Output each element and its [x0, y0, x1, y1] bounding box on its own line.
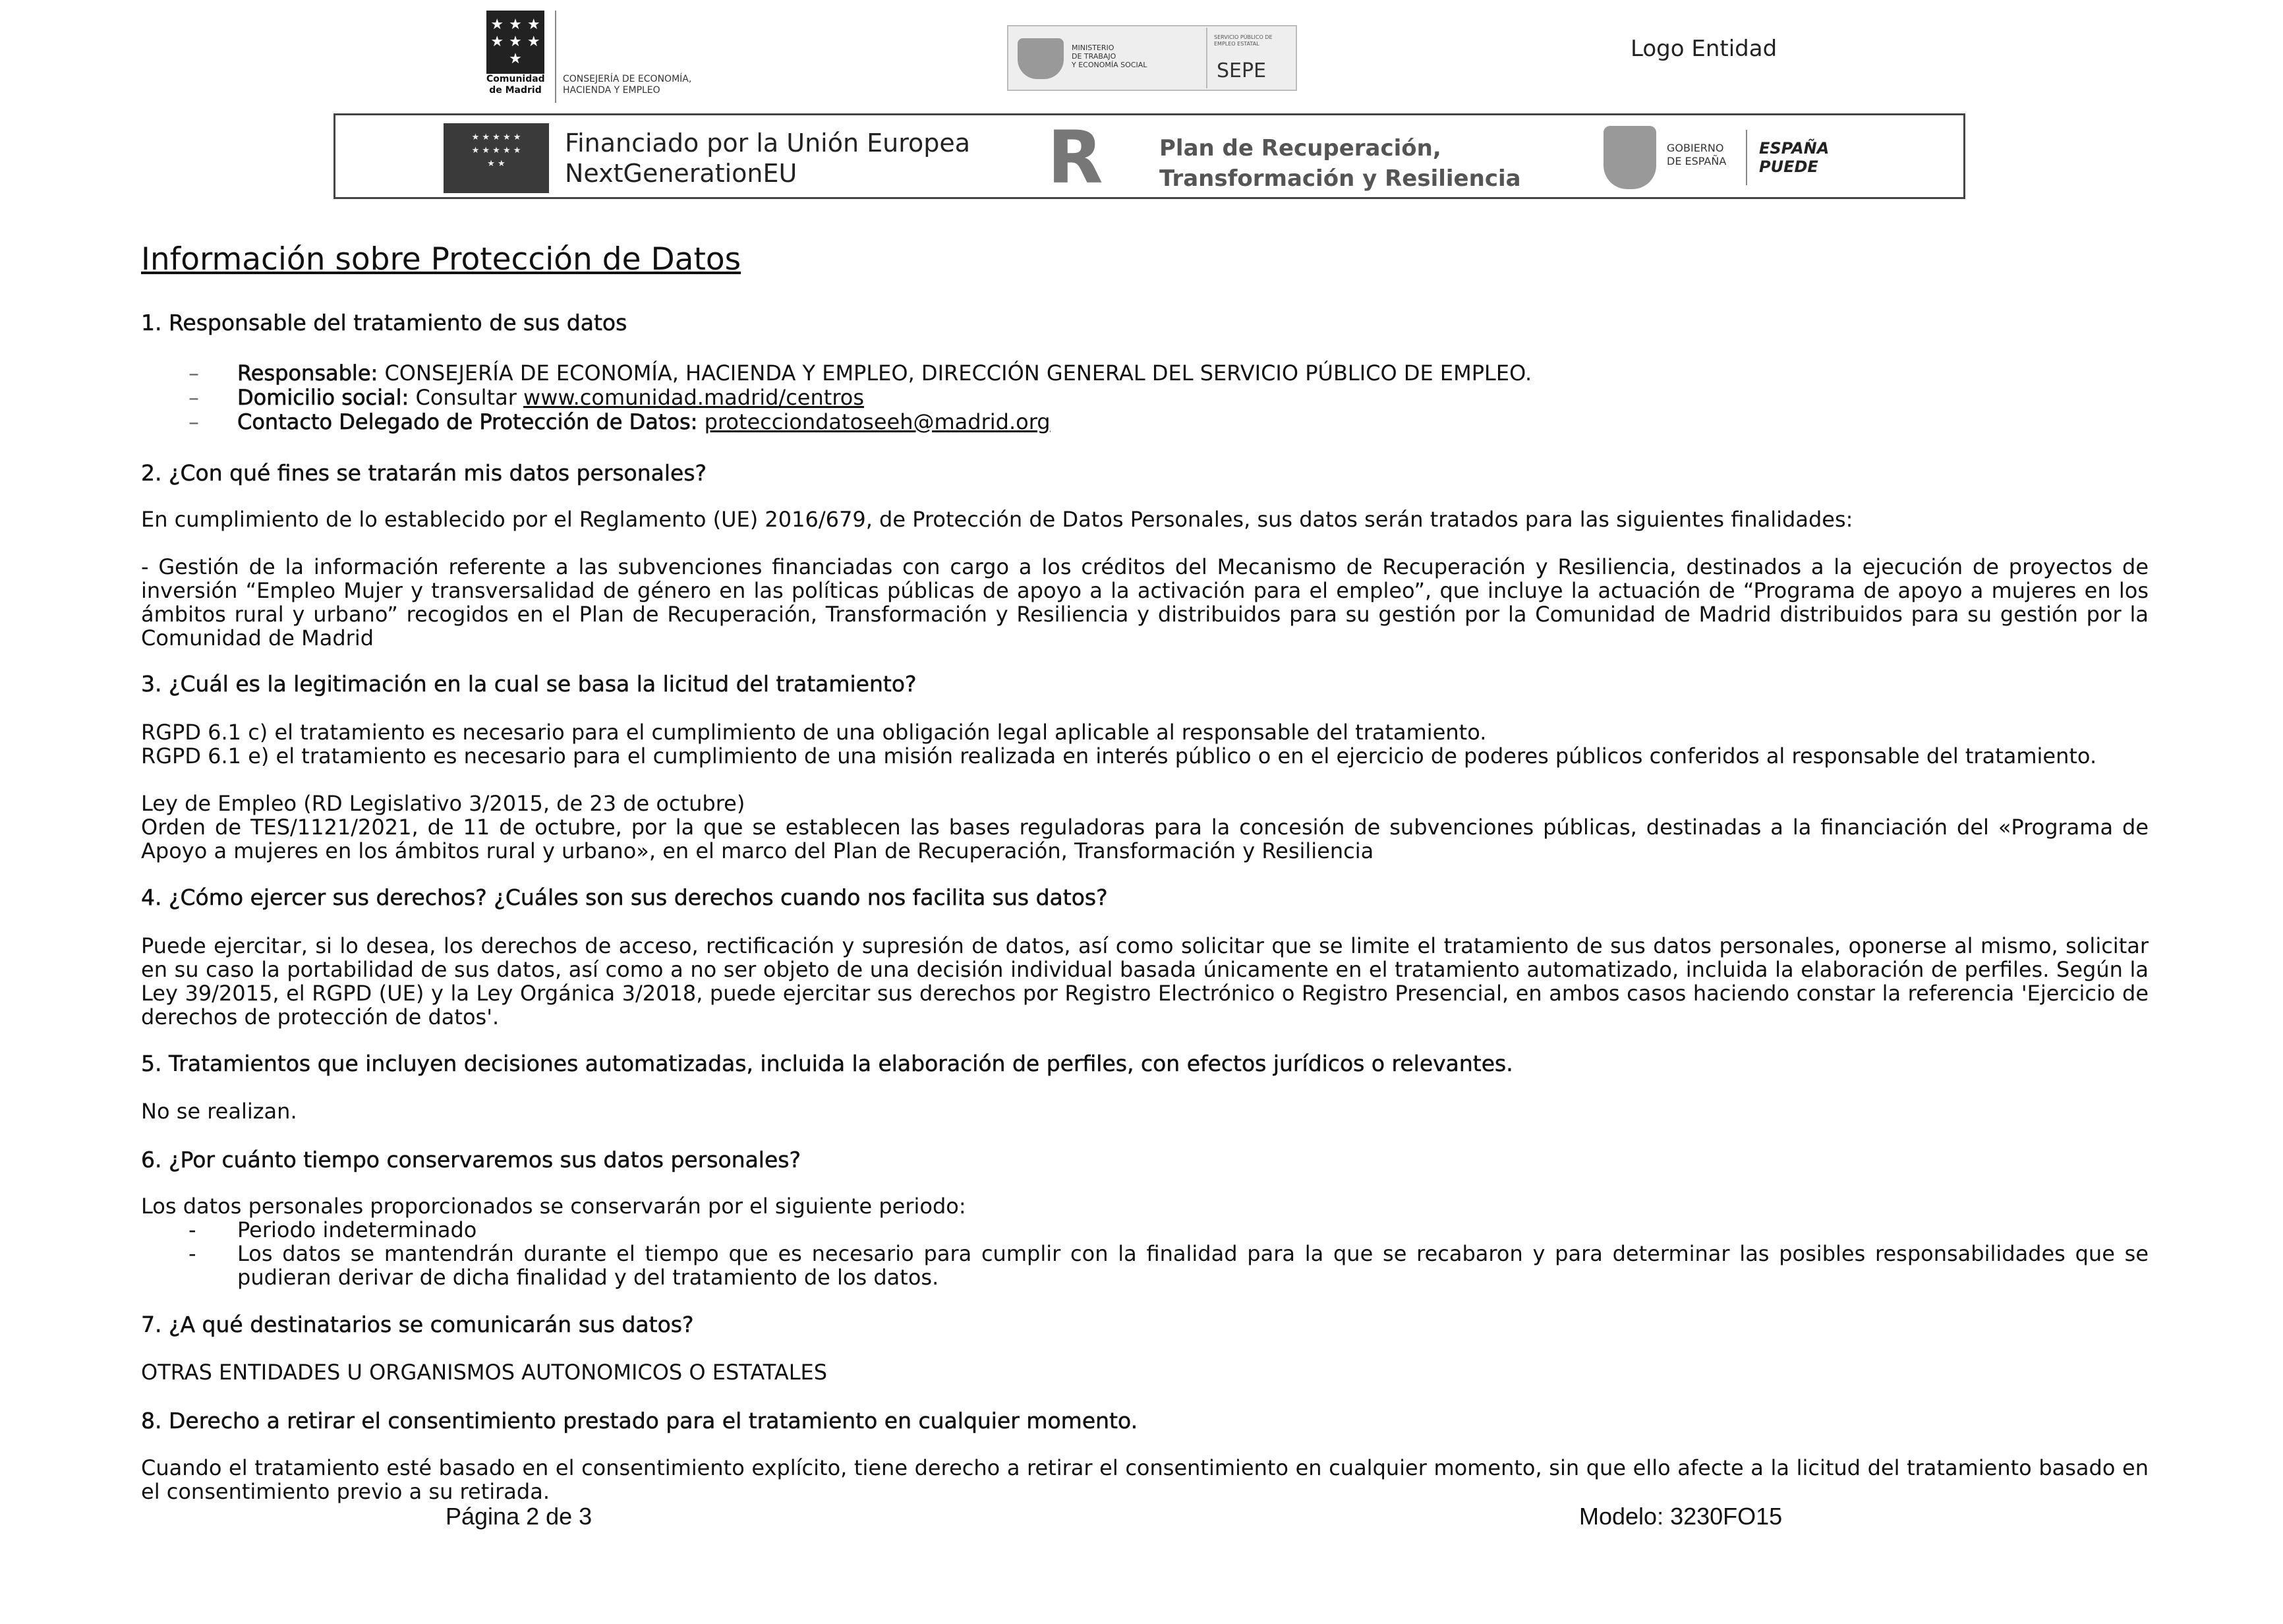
- flag-star: ★: [527, 16, 540, 33]
- ministerio-line2: DE TRABAJO: [1072, 52, 1116, 61]
- flag-star: ★: [509, 51, 522, 67]
- section-3-orden: Orden de TES/1121/2021, de 11 de octubre, por la que se establecen las bases reguladoras para la concesión de subvenciones públicas, destinadas a la financiación del «Programa de Apoyo a mujeres en los ámbitos rural y urbano», en el marco del Plan de Recuperación, Transformación y Resiliencia: [141, 815, 2149, 863]
- sepe-subtitle: SERVICIO PÚBLICO DE EMPLEO ESTATAL: [1214, 34, 1273, 47]
- espana-puede-line1: ESPAÑA: [1759, 139, 1830, 158]
- logo-divider: [555, 11, 556, 103]
- section-8-text: Cuando el tratamiento esté basado en el consentimiento explícito, tiene derecho a retirar el consentimiento en cualquier momento, sin que ello afecte a la licitud del tratamiento basado en el consentimiento previo a su retirada.: [141, 1455, 2149, 1504]
- list-item: [141, 1242, 2149, 1289]
- consejeria-line1: CONSEJERÍA DE ECONOMÍA,: [563, 74, 692, 84]
- gobierno-coat-of-arms-icon: [1604, 126, 1656, 189]
- list-dash: –: [188, 409, 199, 434]
- section-6-heading: 6. ¿Por cuánto tiempo conservaremos sus datos personales?: [141, 1147, 801, 1173]
- gobierno-line2: DE ESPAÑA: [1667, 155, 1727, 167]
- responsable-label: Responsable:: [237, 361, 378, 386]
- ministerio-line3: Y ECONOMÍA SOCIAL: [1072, 61, 1147, 69]
- centros-link[interactable]: www.comunidad.madrid/centros: [523, 385, 865, 410]
- sepe-name: SEPE: [1217, 59, 1267, 82]
- section-3-ley-empleo: Ley de Empleo (RD Legislativo 3/2015, de 23 de octubre): [141, 791, 745, 816]
- madrid-name-line1: Comunidad: [486, 74, 545, 84]
- espana-puede-logo: [1759, 139, 1864, 176]
- section-4-derechos: Puede ejercitar, si lo desea, los derechos de acceso, rectificación y supresión de datos, así como solicitar que se limite el tratamiento de sus datos personales, oponerse al mismo, solicitar en su caso la portabilidad de sus datos, así como a no ser objeto de una decisión individual basada únicamente en el tratamiento automatizado, incluida la elaboración de perfiles. Según la Ley 39/2015, el RGPD (UE) y la Ley Orgánica 3/2018, puede ejercitar sus derechos por Registro Electrónico o Registro Presencial, en ambos casos haciendo constar la referencia 'Ejercicio de derechos de protección de datos'.: [141, 933, 2149, 1030]
- eu-stars: ★ ★ ★ ★ ★ ★ ★ ★ ★ ★ ★ ★: [471, 132, 521, 169]
- banner-divider: [1746, 130, 1747, 185]
- flag-star: ★: [490, 34, 504, 50]
- flag-star: ★: [490, 16, 504, 33]
- section-5-heading: 5. Tratamientos que incluyen decisiones automatizadas, incluida la elaboración de perfiles, con efectos jurídicos o relevantes.: [141, 1051, 1513, 1076]
- responsable-value: CONSEJERÍA DE ECONOMÍA, HACIENDA Y EMPLEO, DIRECCIÓN GENERAL DEL SERVICIO PÚBLICO DE EMPLEO.: [378, 361, 1532, 386]
- form-model-code: Modelo: 3230FO15: [1579, 1503, 1783, 1530]
- spain-coat-of-arms-icon: [1018, 38, 1064, 79]
- madrid-logo-name: [486, 74, 544, 96]
- section-2-heading: 2. ¿Con qué fines se tratarán mis datos personales?: [141, 460, 707, 486]
- dpo-contact-label: Contacto Delegado de Protección de Datos:: [237, 409, 698, 434]
- list-dash: -: [188, 1217, 196, 1242]
- consejeria-line2: HACIENDA Y EMPLEO: [563, 85, 660, 96]
- prtr-logo-letter: R: [1047, 115, 1103, 200]
- gobierno-line1: GOBIERNO: [1667, 142, 1724, 154]
- sepe-logo: [1206, 28, 1297, 88]
- section-4-heading: 4. ¿Cómo ejercer sus derechos? ¿Cuáles son sus derechos cuando nos facilita sus datos?: [141, 884, 1108, 910]
- logo-entidad-placeholder: Logo Entidad: [1631, 36, 1777, 62]
- comunidad-madrid-logo: [486, 11, 730, 103]
- ministerio-sepe-logo: [1007, 25, 1297, 91]
- flag-star: ★: [509, 34, 522, 50]
- list-dash: –: [188, 385, 199, 410]
- section-3-rgpd-e: RGPD 6.1 e) el tratamiento es necesario para el cumplimiento de una misión realizada en interés público o en el ejercicio de poderes públicos conferidos al responsable del tratamiento.: [141, 743, 2097, 768]
- list-dash: -: [188, 1241, 196, 1266]
- flag-star: ★: [527, 34, 540, 50]
- eu-flag-icon: [444, 123, 549, 193]
- dpo-email-link[interactable]: protecciondatoseeh@madrid.org: [704, 409, 1051, 434]
- consejeria-name: [563, 74, 734, 96]
- section-7-text: OTRAS ENTIDADES U ORGANISMOS AUTONOMICOS O ESTATALES: [141, 1360, 828, 1385]
- section-5-text: No se realizan.: [141, 1099, 297, 1124]
- section-7-heading: 7. ¿A qué destinatarios se comunicarán sus datos?: [141, 1312, 694, 1337]
- next-generation-eu-text: NextGenerationEU: [565, 159, 797, 188]
- dpo-contact-spacer: [697, 409, 704, 434]
- ministerio-line1: MINISTERIO: [1072, 44, 1114, 52]
- domicilio-label: Domicilio social:: [237, 385, 409, 410]
- eu-funding-text: Financiado por la Unión Europea: [565, 129, 971, 158]
- domicilio-text: Consultar: [409, 385, 524, 410]
- gobierno-espana-text: [1667, 142, 1739, 168]
- section-6-intro: Los datos personales proporcionados se conservarán por el siguiente periodo:: [141, 1194, 966, 1219]
- section-8-heading: 8. Derecho a retirar el consentimiento prestado para el tratamiento en cualquier momento.: [141, 1408, 1138, 1434]
- section-2-finalidad: - Gestión de la información referente a las subvenciones financiadas con cargo a los créditos del Mecanismo de Recuperación y Resiliencia, destinados a la ejecución de proyectos de inversión “Empleo Mujer y transversalidad de género en las políticas públicas de apoyo a la activación para el empleo”, que incluye la actuación de “Programa de apoyo a mujeres en los ámbitos rural y urbano” recogidos en el Plan de Recuperación, Transformación y Resiliencia y distribuidos para su gestión por la Comunidad de Madrid distribuidos para su gestión por la Comunidad de Madrid: [141, 554, 2149, 651]
- document-title: Información sobre Protección de Datos: [141, 241, 741, 277]
- section-3-heading: 3. ¿Cuál es la legitimación en la cual se basa la licitud del tratamiento?: [141, 671, 917, 697]
- list-dash: –: [188, 361, 199, 386]
- prtr-text-line2: Transformación y Resiliencia: [1159, 165, 1521, 192]
- retention-detail-text: Los datos se mantendrán durante el tiempo que es necesario para cumplir con la finalidad para la que se recabaron y para determinar las posibles responsabilidades que se pudieran derivar de dicha finalidad y del tratamiento de los datos.: [237, 1241, 2149, 1290]
- madrid-flag-icon: [486, 11, 544, 74]
- prtr-text-line1: Plan de Recuperación,: [1159, 135, 1441, 161]
- retention-period-text: Periodo indeterminado: [237, 1217, 477, 1242]
- madrid-name-line2: de Madrid: [489, 85, 542, 96]
- page-number: Página 2 de 3: [446, 1503, 592, 1530]
- section-3-rgpd-c: RGPD 6.1 c) el tratamiento es necesario para el cumplimiento de una obligación legal aplicable al responsable del tratamiento.: [141, 720, 1487, 745]
- espana-puede-line2: PUEDE: [1759, 158, 1818, 176]
- section-2-intro: En cumplimiento de lo establecido por el Reglamento (UE) 2016/679, de Protección de Datos Personales, sus datos serán tratados para las siguientes finalidades:: [141, 507, 1853, 532]
- ministerio-name: [1072, 44, 1197, 69]
- flag-star: ★: [509, 16, 522, 33]
- prtr-logo-icon: [1047, 115, 1126, 200]
- funding-banner: [333, 113, 1965, 199]
- section-1-heading: 1. Responsable del tratamiento de sus datos: [141, 310, 627, 335]
